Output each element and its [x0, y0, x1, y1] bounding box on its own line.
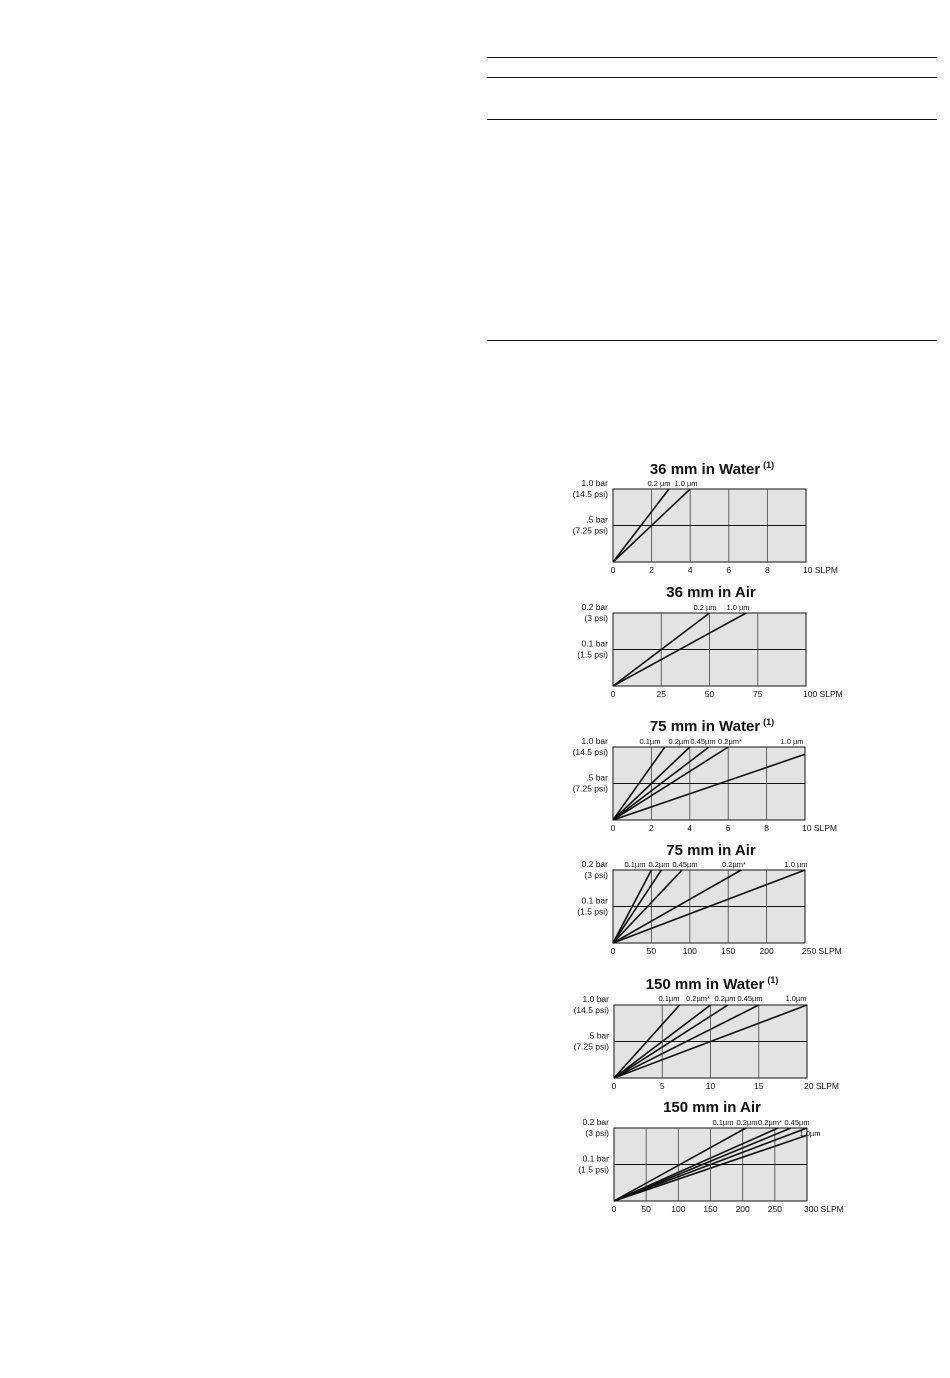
series-label: 0.45µm — [672, 860, 698, 869]
y-tick-label-psi: (3 psi) — [585, 1128, 609, 1138]
x-tick-label: 300 SLPM — [804, 1204, 844, 1214]
x-tick-label: 25 — [656, 689, 666, 699]
x-tick-label: 4 — [687, 823, 693, 833]
y-tick-label-psi: (3 psi) — [584, 613, 608, 623]
x-tick-label: 150 — [721, 946, 736, 956]
x-tick-label: 0 — [610, 689, 616, 699]
x-tick-label: 200 — [735, 1204, 750, 1214]
x-tick-label: 10 SLPM — [802, 823, 837, 833]
x-tick-label: 100 — [682, 946, 697, 956]
x-tick-label: 250 SLPM — [802, 946, 842, 956]
x-tick-label: 50 — [704, 689, 715, 699]
series-label: 0.2µm — [668, 737, 690, 746]
series-label: 1.0 µm — [726, 603, 750, 612]
series-label: 0.1µm — [712, 1118, 734, 1127]
series-label: 0.1µm — [624, 860, 646, 869]
y-tick-label: 1.0 bar — [581, 736, 608, 746]
series-label: 0.2µm — [714, 994, 736, 1003]
x-tick-label: 50 — [641, 1204, 651, 1214]
chart-title: 75 mm in Air — [666, 842, 756, 859]
x-tick-label: 8 — [764, 823, 769, 833]
series-label: 0.2µm* — [718, 737, 742, 746]
series-label: 0.2µm — [648, 860, 670, 869]
y-tick-label: 0.2 bar — [581, 859, 608, 869]
chart-title: 75 mm in Water — [649, 718, 761, 735]
x-tick-label: 150 — [703, 1204, 718, 1214]
y-tick-label-psi: (1.5 psi) — [577, 906, 608, 917]
y-tick-label-psi: (14.5 psi) — [572, 747, 608, 757]
series-label: 0.1µm — [658, 994, 680, 1003]
series-label: 1.0µm — [785, 994, 807, 1003]
chart-title-note: (1) — [763, 460, 775, 470]
chart-title-note: (1) — [763, 717, 775, 727]
series-label: 0.45µm — [690, 737, 716, 746]
series-label: 1.0µm — [799, 1129, 821, 1138]
series-label: 0.2µm* — [686, 994, 710, 1003]
series-label: 1.0 µm — [674, 479, 698, 488]
x-tick-label: 0 — [611, 1081, 617, 1091]
x-tick-label: 20 SLPM — [804, 1081, 839, 1091]
y-tick-label: 0.1 bar — [581, 638, 608, 649]
y-tick-label-psi: (1.5 psi) — [577, 649, 608, 660]
y-tick-label: .5 bar — [587, 1030, 609, 1041]
series-label: 0.2 µm — [647, 479, 671, 488]
x-tick-label: 100 — [671, 1204, 686, 1214]
x-tick-label: 0 — [610, 565, 616, 575]
y-tick-label: 0.1 bar — [581, 895, 608, 906]
y-tick-label-psi: (1.5 psi) — [578, 1164, 609, 1175]
y-tick-label: 1.0 bar — [582, 994, 609, 1004]
x-tick-label: 50 — [646, 946, 657, 956]
x-tick-label: 100 SLPM — [803, 689, 843, 699]
chart-title-note: (1) — [767, 975, 779, 985]
series-label: 0.2µm* — [758, 1118, 782, 1127]
x-tick-label: 10 SLPM — [803, 565, 838, 575]
y-tick-label: 0.1 bar — [582, 1153, 609, 1164]
x-tick-label: 2 — [649, 565, 654, 575]
x-tick-label: 250 — [767, 1204, 782, 1214]
y-tick-label: 0.2 bar — [582, 1117, 609, 1127]
series-label: 0.2 µm — [693, 603, 717, 612]
y-tick-label: 0.2 bar — [581, 602, 608, 612]
y-tick-label-psi: (7.25 psi) — [572, 525, 608, 536]
series-label: 0.45µm — [737, 994, 763, 1003]
chart-title: 150 mm in Water — [645, 976, 765, 993]
x-tick-label: 4 — [687, 565, 693, 575]
x-tick-label: 8 — [765, 565, 770, 575]
y-tick-label-psi: (3 psi) — [584, 870, 608, 880]
x-tick-label: 15 — [754, 1081, 764, 1091]
y-tick-label-psi: (14.5 psi) — [572, 489, 608, 499]
y-tick-label: 1.0 bar — [581, 478, 608, 488]
x-tick-label: 5 — [659, 1081, 665, 1091]
x-tick-label: 10 — [705, 1081, 716, 1091]
y-tick-label: .5 bar — [586, 772, 608, 783]
series-label: 0.2µm — [736, 1118, 758, 1127]
x-tick-label: 0 — [611, 1204, 617, 1214]
x-tick-label: 0 — [610, 946, 616, 956]
y-tick-label: .5 bar — [586, 514, 608, 525]
x-tick-label: 2 — [649, 823, 654, 833]
x-tick-label: 200 — [759, 946, 774, 956]
x-tick-label: 75 — [753, 689, 763, 699]
chart-title: 36 mm in Water — [649, 461, 761, 478]
y-tick-label-psi: (14.5 psi) — [573, 1005, 609, 1015]
y-tick-label-psi: (7.25 psi) — [572, 783, 608, 794]
series-label: 0.45µm — [784, 1118, 810, 1127]
series-label: 1.0 µm — [780, 737, 804, 746]
chart-title: 150 mm in Air — [663, 1099, 761, 1116]
x-tick-label: 0 — [610, 823, 616, 833]
y-tick-label-psi: (7.25 psi) — [573, 1041, 609, 1052]
series-label: 0.2µm* — [722, 860, 746, 869]
x-tick-label: 6 — [725, 823, 731, 833]
x-tick-label: 6 — [726, 565, 732, 575]
chart-title: 36 mm in Air — [666, 584, 756, 601]
series-label: 1.0 µm — [784, 860, 808, 869]
series-label: 0.1µm — [639, 737, 661, 746]
